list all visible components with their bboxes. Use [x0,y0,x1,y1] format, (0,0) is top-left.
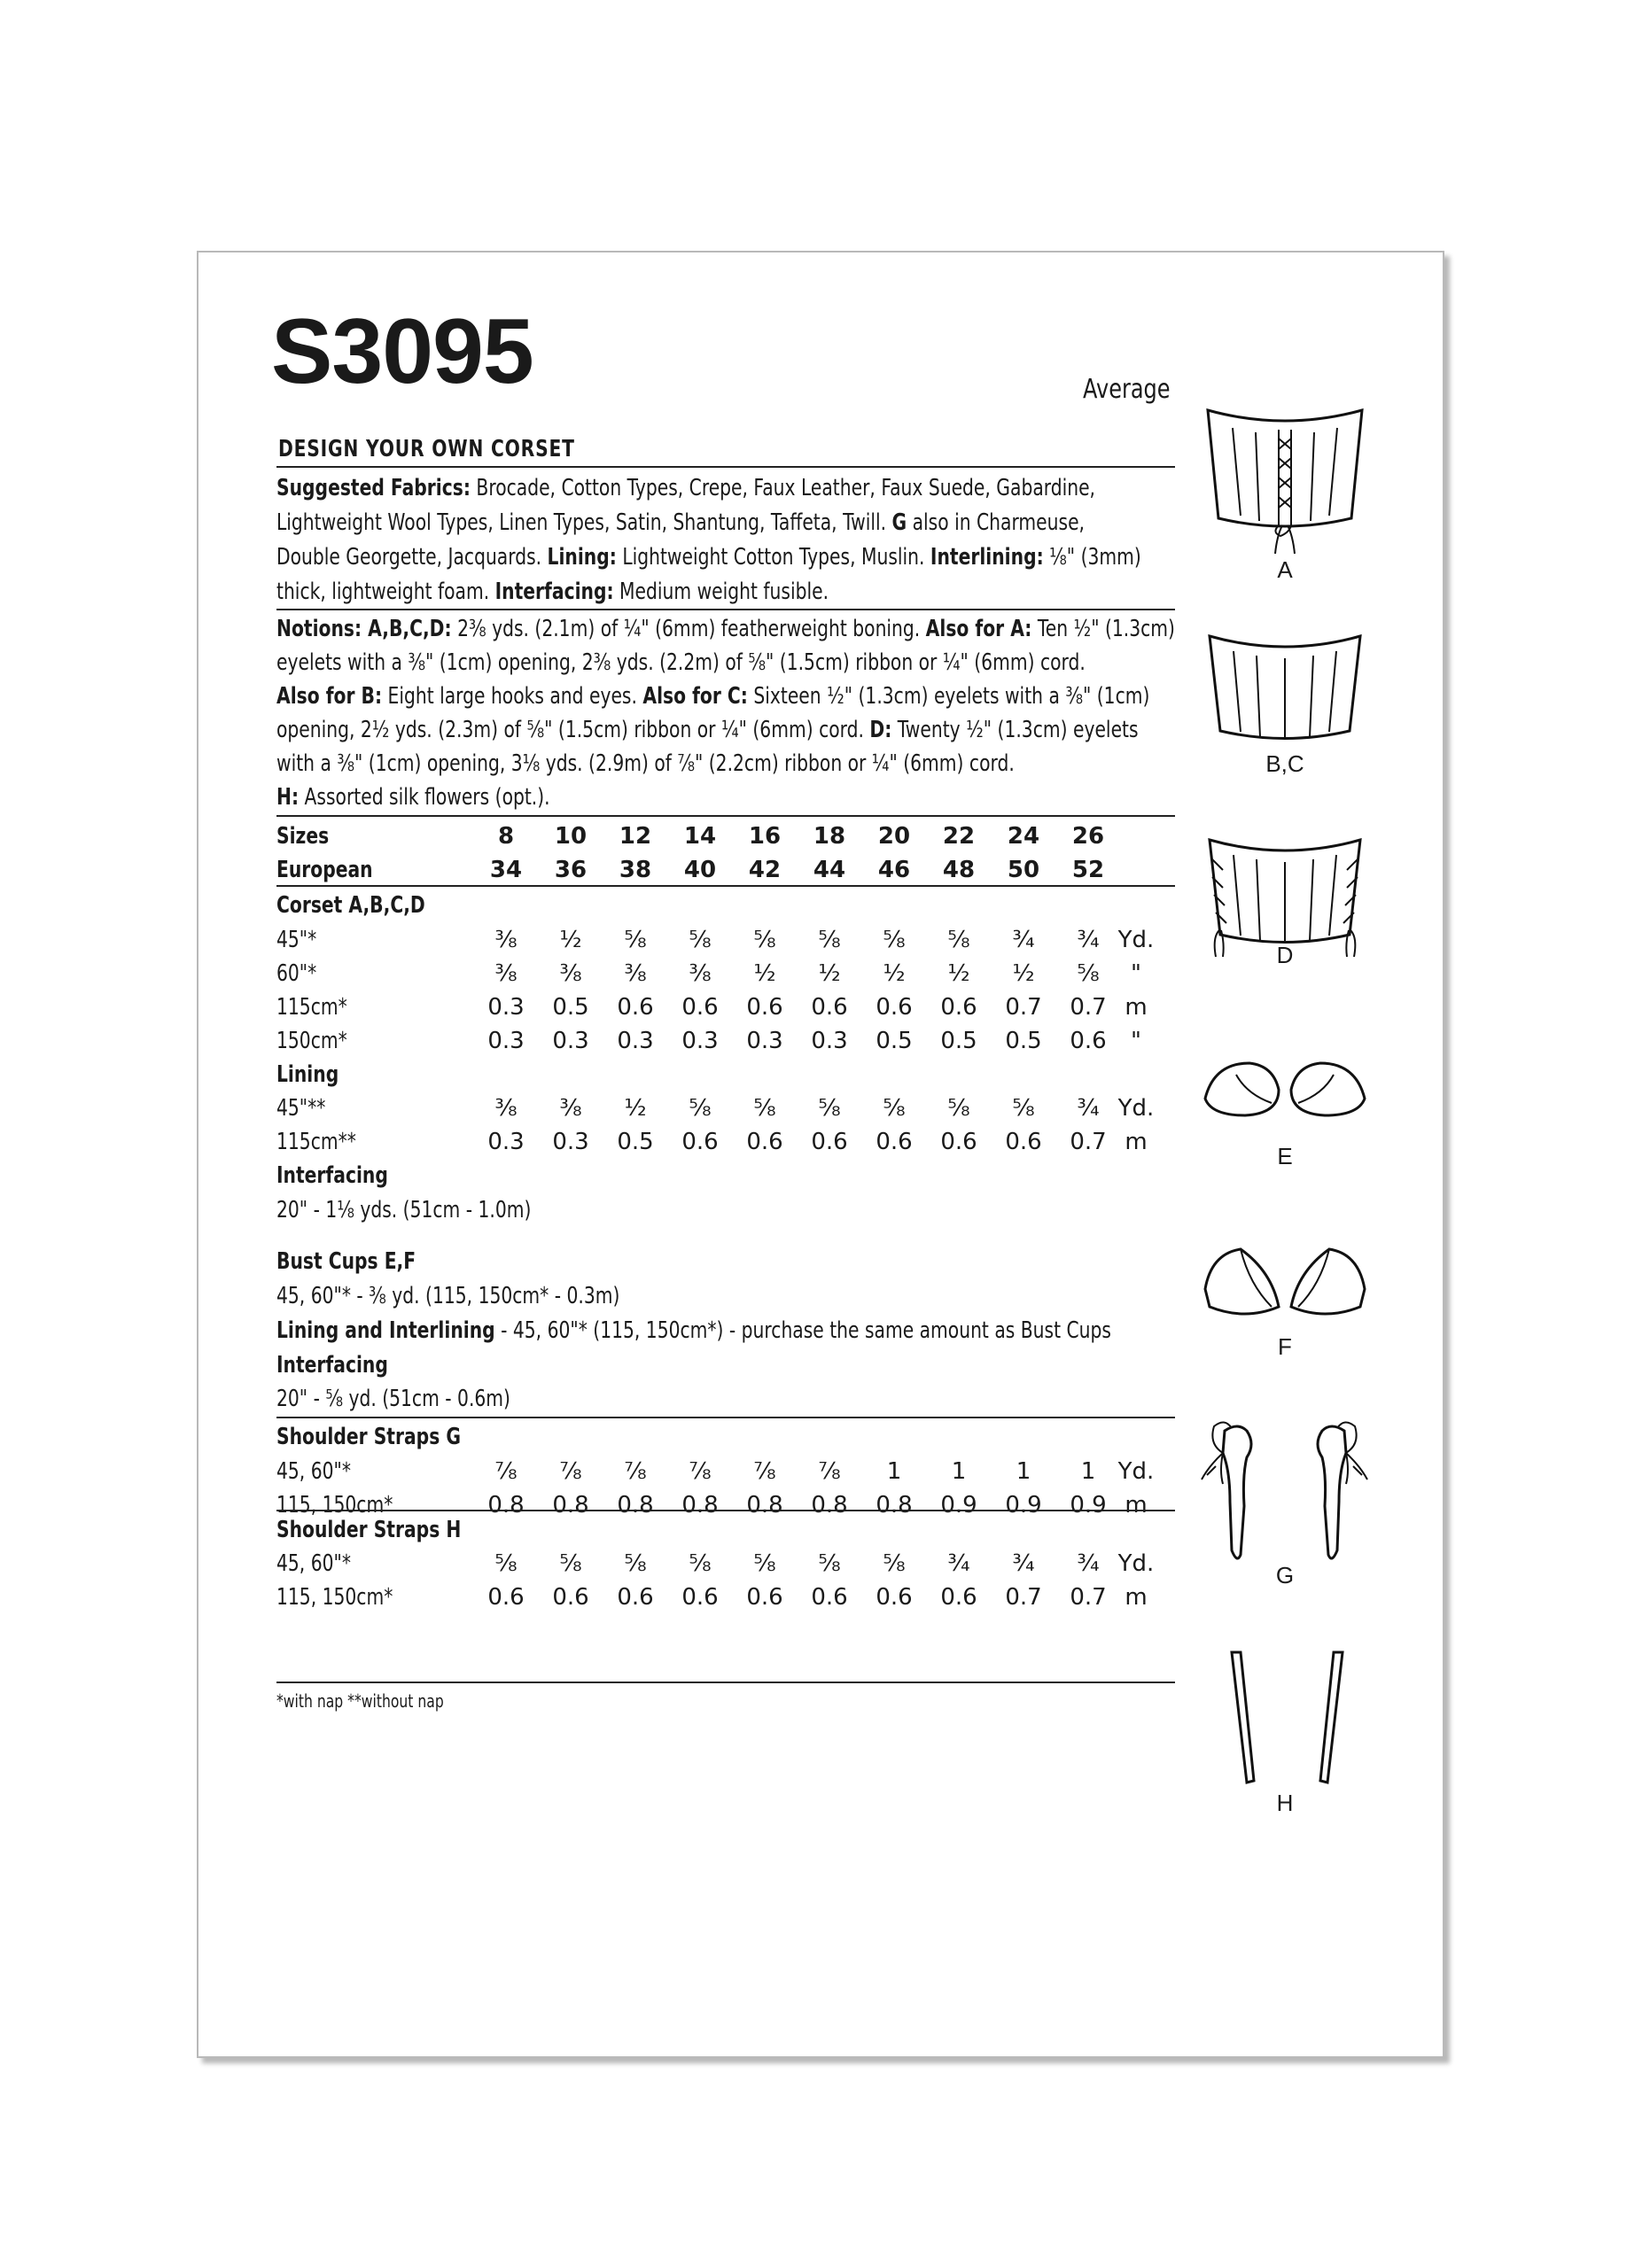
yardage-cell: 0.6 [811,1129,848,1155]
yardage-cell: 0.3 [617,1028,654,1054]
bust-cups-heading: Bust Cups E,F [276,1248,416,1275]
bust-cups-e-sketch [1201,1059,1369,1121]
yardage-cell: ¾ [1077,927,1100,953]
divider [276,1417,1175,1418]
sketch-label-bc: B,C [1265,750,1304,777]
yardage-cell: 0.3 [552,1129,589,1155]
divider [276,466,1175,468]
bust-cups-f-sketch [1201,1245,1369,1324]
size-value: 20 [877,823,911,850]
size-value: 10 [554,823,588,850]
yardage-cell: ⅝ [818,1550,841,1577]
yardage-cell: 0.7 [1070,1129,1107,1155]
yardage-unit: Yd. [1117,1550,1155,1577]
footnote: *with nap **without nap [276,1690,444,1712]
yardage-cell: ½ [1012,960,1035,987]
yardage-cell: 1 [951,1458,967,1485]
yardage-row-label: 45"** [276,1095,326,1122]
divider [276,1510,1175,1511]
yardage-row-label: 115cm* [276,994,347,1021]
yardage-cell: 0.6 [681,1129,719,1155]
yardage-unit: Yd. [1117,927,1155,953]
corset-a-sketch [1201,403,1369,558]
yardage-cell: ⅞ [753,1458,776,1485]
yardage-unit: m [1125,1584,1148,1611]
shoulder-straps-h-sketch [1227,1648,1347,1790]
yardage-cell: 0.3 [487,994,525,1021]
size-value: 16 [748,823,782,850]
size-value: 24 [1007,823,1040,850]
interfacing-text: 20" - 1⅛ yds. (51cm - 1.0m) [276,1197,532,1223]
straps-g-heading: Shoulder Straps G [276,1424,461,1450]
sketch-label-e: E [1277,1143,1293,1169]
yardage-cell: ½ [753,960,776,987]
yardage-cell: 0.8 [811,1492,848,1518]
straps-h-heading: Shoulder Straps H [276,1517,462,1543]
notions-line-6: H: Assorted silk flowers (opt.). [276,784,550,811]
yardage-cell: 0.5 [876,1028,913,1054]
european-size-value: 40 [683,857,717,883]
yardage-cell: 0.7 [1005,1584,1042,1611]
yardage-cell: 0.3 [487,1129,525,1155]
european-size-value: 50 [1007,857,1040,883]
yardage-cell: 0.5 [552,994,589,1021]
yardage-cell: ⅝ [753,1095,776,1122]
yardage-cell: 0.6 [811,994,848,1021]
yardage-cell: ⅝ [689,1095,712,1122]
yardage-cell: ⅝ [689,1550,712,1577]
fabrics-line-2: Lightweight Wool Types, Linen Types, Satin, Shantung, Taffeta, Twill. G also in Charmeuse, [276,509,1086,536]
notions-line-5: with a ⅜" (1cm) opening, 3⅛ yds. (2.9m) of ⅞" (2.2cm) ribbon or ¼" (6mm) cord. [276,750,1015,777]
bust-interfacing-heading: Interfacing [276,1352,388,1379]
yardage-cell: ⅝ [818,1095,841,1122]
yardage-cell: ⅝ [753,927,776,953]
yardage-cell: 0.8 [746,1492,783,1518]
yardage-cell: ⅜ [624,960,647,987]
sizes-label: Sizes [276,823,330,850]
pattern-code: S3095 [271,300,533,403]
yardage-cell: 0.6 [487,1584,525,1611]
yardage-cell: 0.6 [746,1584,783,1611]
yardage-row-label: 115, 150cm* [276,1492,393,1518]
yardage-cell: 0.6 [746,1129,783,1155]
notions-line-3: Also for B: Eight large hooks and eyes. Also for C: Sixteen ½" (1.3cm) eyelets with a ⅜" (1cm) [276,683,1150,710]
yardage-cell: ⅝ [624,927,647,953]
yardage-cell: ⅝ [818,927,841,953]
yardage-cell: 0.6 [746,994,783,1021]
corset-heading: Corset A,B,C,D [276,892,425,919]
european-size-value: 36 [554,857,588,883]
divider [276,609,1175,610]
yardage-cell: 0.6 [811,1584,848,1611]
size-value: 8 [497,823,515,850]
yardage-cell: ⅝ [1012,1095,1035,1122]
yardage-cell: ⅞ [559,1458,582,1485]
yardage-cell: ¾ [947,1550,970,1577]
yardage-cell: 0.5 [617,1129,654,1155]
yardage-cell: ¾ [1077,1550,1100,1577]
divider [276,1682,1175,1683]
interfacing-heading: Interfacing [276,1162,388,1189]
yardage-cell: 0.3 [811,1028,848,1054]
yardage-cell: ⅜ [559,960,582,987]
yardage-cell: 0.9 [1070,1492,1107,1518]
yardage-cell: ¾ [1012,1550,1035,1577]
yardage-cell: ½ [818,960,841,987]
yardage-cell: 0.6 [681,994,719,1021]
yardage-cell: ½ [624,1095,647,1122]
sketch-label-h: H [1276,1790,1294,1816]
yardage-cell: 0.6 [617,1584,654,1611]
yardage-cell: 1 [1080,1458,1096,1485]
yardage-cell: 0.6 [617,994,654,1021]
size-value: 26 [1071,823,1105,850]
yardage-cell: 0.9 [940,1492,977,1518]
sketch-label-d: D [1276,942,1294,968]
yardage-cell: ⅜ [689,960,712,987]
divider [276,815,1175,817]
pattern-title: DESIGN YOUR OWN CORSET [278,436,575,462]
sketch-label-g: G [1275,1562,1295,1588]
yardage-cell: ⅝ [494,1550,518,1577]
shoulder-straps-g-sketch [1198,1418,1371,1564]
yardage-cell: 0.6 [1005,1129,1042,1155]
european-size-value: 38 [619,857,652,883]
yardage-cell: ⅞ [624,1458,647,1485]
bust-interfacing-text: 20" - ⅝ yd. (51cm - 0.6m) [276,1386,510,1412]
yardage-unit: " [1131,1028,1141,1054]
yardage-cell: 0.6 [1070,1028,1107,1054]
yardage-cell: 0.3 [746,1028,783,1054]
yardage-cell: 1 [1016,1458,1031,1485]
yardage-cell: 0.7 [1070,1584,1107,1611]
fabrics-line-3: Double Georgette, Jacquards. Lining: Lightweight Cotton Types, Muslin. Interlining: ⅛" (3mm) [276,544,1141,571]
yardage-cell: ⅝ [1077,960,1100,987]
yardage-cell: 0.6 [876,1584,913,1611]
size-value: 22 [942,823,976,850]
yardage-cell: ⅜ [559,1095,582,1122]
size-value: 12 [619,823,652,850]
yardage-cell: 0.6 [940,994,977,1021]
yardage-cell: ⅝ [883,1550,906,1577]
difficulty-label: Average [1083,374,1171,405]
yardage-cell: 0.9 [1005,1492,1042,1518]
yardage-cell: 0.5 [1005,1028,1042,1054]
yardage-cell: ⅞ [689,1458,712,1485]
yardage-cell: ⅝ [947,1095,970,1122]
yardage-unit: Yd. [1117,1095,1155,1122]
notions-line-4: opening, 2½ yds. (2.3m) of ⅝" (1.5cm) ribbon or ¼" (6mm) cord. D: Twenty ½" (1.3cm) eyelets [276,717,1139,743]
yardage-cell: 0.8 [552,1492,589,1518]
yardage-row-label: 150cm* [276,1028,347,1054]
sketch-label-f: F [1278,1333,1292,1360]
yardage-cell: ⅜ [494,927,518,953]
yardage-unit: " [1131,960,1141,987]
yardage-cell: 0.8 [487,1492,525,1518]
yardage-cell: ⅝ [559,1550,582,1577]
yardage-row-label: 60"* [276,960,317,987]
yardage-cell: 0.6 [552,1584,589,1611]
yardage-unit: Yd. [1117,1458,1155,1485]
corset-bc-sketch [1205,629,1365,740]
yardage-cell: 0.3 [487,1028,525,1054]
yardage-cell: ⅜ [494,1095,518,1122]
european-size-value: 46 [877,857,911,883]
yardage-cell: ½ [883,960,906,987]
lining-heading: Lining [276,1061,339,1088]
yardage-cell: 0.5 [940,1028,977,1054]
yardage-cell: ¾ [1077,1095,1100,1122]
yardage-unit: m [1125,994,1148,1021]
yardage-row-label: 45, 60"* [276,1458,351,1485]
yardage-cell: ½ [947,960,970,987]
european-size-value: 48 [942,857,976,883]
yardage-row-label: 115cm** [276,1129,356,1155]
fabrics-line-1: Suggested Fabrics: Brocade, Cotton Types, Crepe, Faux Leather, Faux Suede, Gabardine, [276,475,1096,501]
yardage-cell: ⅞ [494,1458,518,1485]
yardage-cell: 0.8 [617,1492,654,1518]
yardage-unit: m [1125,1129,1148,1155]
european-size-value: 34 [489,857,523,883]
bust-cups-fabric: 45, 60"* - ⅜ yd. (115, 150cm* - 0.3m) [276,1283,620,1309]
yardage-row-label: 45"* [276,927,317,953]
yardage-cell: ¾ [1012,927,1035,953]
yardage-cell: 0.6 [940,1129,977,1155]
bust-cups-lining: Lining and Interlining - 45, 60"* (115, 150cm*) - purchase the same amount as Bust Cups [276,1317,1111,1344]
yardage-cell: ⅝ [883,1095,906,1122]
yardage-cell: 0.3 [552,1028,589,1054]
fabrics-line-4: thick, lightweight foam. Interfacing: Medium weight fusible. [276,579,829,605]
yardage-cell: 0.6 [876,994,913,1021]
yardage-row-label: 45, 60"* [276,1550,351,1577]
european-size-value: 42 [748,857,782,883]
size-value: 14 [683,823,717,850]
notions-line-2: eyelets with a ⅜" (1cm) opening, 2⅜ yds. (2.2m) of ⅝" (1.5cm) ribbon or ¼" (6mm) cord. [276,649,1086,676]
yardage-cell: ⅞ [818,1458,841,1485]
yardage-cell: 0.6 [876,1129,913,1155]
yardage-cell: ⅝ [753,1550,776,1577]
yardage-cell: ⅝ [883,927,906,953]
yardage-cell: 0.8 [681,1492,719,1518]
european-size-value: 44 [813,857,846,883]
divider [276,885,1175,887]
yardage-cell: ⅝ [947,927,970,953]
sketch-label-a: A [1277,556,1293,583]
yardage-cell: ⅜ [494,960,518,987]
european-size-value: 52 [1071,857,1105,883]
yardage-cell: 0.6 [940,1584,977,1611]
european-sizes-label: European [276,857,373,883]
yardage-cell: 1 [886,1458,902,1485]
yardage-row-label: 115, 150cm* [276,1584,393,1611]
size-value: 18 [813,823,846,850]
yardage-cell: 0.3 [681,1028,719,1054]
yardage-cell: 0.6 [681,1584,719,1611]
yardage-cell: 0.8 [876,1492,913,1518]
yardage-cell: 0.7 [1005,994,1042,1021]
notions-line-1: Notions: A,B,C,D: 2⅜ yds. (2.1m) of ¼" (6mm) featherweight boning. Also for A: Ten ½" (1.3cm) [276,616,1175,642]
yardage-cell: ½ [559,927,582,953]
yardage-unit: m [1125,1492,1148,1518]
yardage-cell: 0.7 [1070,994,1107,1021]
yardage-cell: ⅝ [689,927,712,953]
yardage-cell: ⅝ [624,1550,647,1577]
